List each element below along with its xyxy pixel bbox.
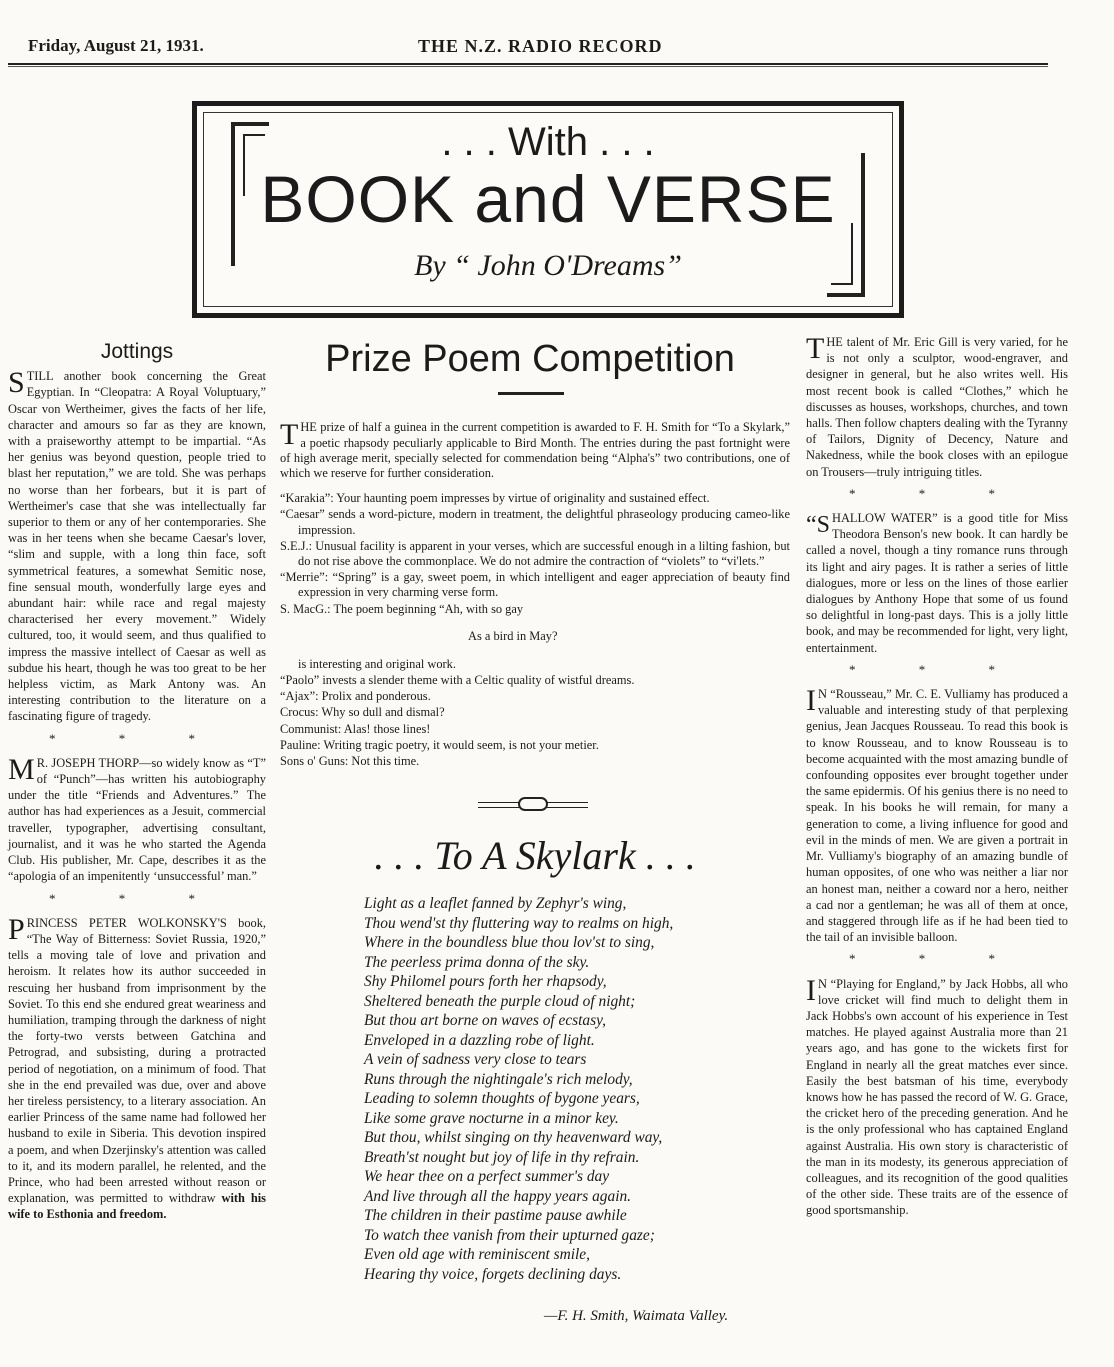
poem-line: Where in the boundless blue thou lov'st to sing, <box>364 934 655 951</box>
poem-line: Even old age with reminiscent smile, <box>364 1246 590 1263</box>
review-paragraph <box>806 686 1068 945</box>
jottings-heading: Jottings <box>100 340 174 363</box>
publication-title: THE N.Z. RADIO RECORD <box>418 36 663 56</box>
critique-item: “Paolo” invests a slender theme with a Celtic quality of wistful dreams. <box>280 673 635 688</box>
prize-heading: Prize Poem Competition <box>325 338 735 380</box>
drop-cap: M <box>8 752 35 786</box>
poem-line: Leading to solemn thoughts of bygone years, <box>364 1090 640 1107</box>
critique-item: Communist: Alas! those lines! <box>280 721 431 736</box>
ornament-knot <box>518 797 548 811</box>
poem-line: The children in their pastime pause awhile <box>364 1207 627 1224</box>
paragraph-text: N “Playing for England,” by Jack Hobbs, all who love cricket will find much to delight them in Jack Hobbs's own account of his experience in Test matches. He played against Australia more than 21 years ago, and has gone to the wickets first for England in nearly all the great matches ever since. Easily the best batsman of his time, everybody knows how he has passed the record of W. G. Grace, the cricket hero of the preceding generation. And he is the only professional who has captained England against Australia. His own story is characteristic of the man in its modesty, its generous appreciation of colleagues, and its recognition of the good qualities of the other side. These traits are of the essence of good sportsmanship. <box>806 976 1068 1218</box>
poem-line: To watch thee vanish from their upturned gaze; <box>364 1226 655 1244</box>
critique-item: Pauline: Writing tragic poetry, it would seem, is not your metier. <box>280 737 599 752</box>
review-paragraph <box>806 510 1068 656</box>
poem-line: The peerless prima donna of the sky. <box>364 953 590 971</box>
heading-rule <box>498 392 564 395</box>
poem-line: Sheltered beneath the purple cloud of night; <box>364 992 636 1010</box>
poem-line: But thou art borne on waves of ecstasy, <box>364 1012 606 1029</box>
jottings-column <box>8 340 266 1229</box>
poem-title: . . . To A Skylark . . . <box>374 833 696 878</box>
critique-item: “Caesar” sends a word-picture, modern in treatment, the delightful phraseology producing cameo-like impression. <box>280 507 790 537</box>
critique-item: S. MacG.: The poem beginning “Ah, with so gay <box>280 601 524 616</box>
section-separator: * * * <box>49 730 225 746</box>
poem-body <box>364 894 764 1284</box>
poem-line: Enveloped in a dazzling robe of light. <box>364 1031 595 1049</box>
poem-line: Runs through the nightingale's rich melody, <box>364 1070 633 1088</box>
paragraph-text: TILL another book concerning the Great Egyptian. In “Cleopatra: A Royal Voluptuary,” Oscar von Wertheimer, gives the facts of her life, character and amours so far as they are known, with a praiseworthy attempt to be impartial. “As her genius was beyond question, people tried to blast her reputation,” we are told. She was perhaps no worse than her forbears, but it is part of Wertheimer's case that she was intellectually far superior to them or any of her contemporaries. She was in her teens when she became Caesar's lover, “slim and supple, with a long thin face, soft symmetrical features, a somewhat Semitic nose, fine sensual mouth, wonderfully large eyes and abundant hair: while race and regal majesty characterised her every movement.” Widely cultured, too, it would seem, and thus qualified to impress the massive intellect of Caesar as well as subdue his heart, though he was too great to be her helpless victim, as Mark Antony was. An interesting contribution to the literature on a fascinating figure of tragedy. <box>8 369 266 724</box>
ornament-divider <box>478 797 588 811</box>
poem-line: A vein of sadness very close to tears <box>364 1051 587 1068</box>
poem-line: Light as a leaflet fanned by Zephyr's wing, <box>364 895 627 912</box>
section-separator: * * * <box>849 661 1025 677</box>
poem-line: Hearing thy voice, forgets declining days. <box>364 1265 622 1283</box>
section-separator: * * * <box>849 951 1025 967</box>
poem-line: And live through all the happy years again. <box>364 1187 632 1205</box>
prize-column <box>280 408 790 770</box>
review-paragraph <box>806 973 1068 1219</box>
poem-line: Shy Philomel pours forth her rhapsody, <box>364 973 607 990</box>
critique-item: “Karakia”: Your haunting poem impresses by virtue of originality and sustained effect. <box>280 491 710 506</box>
poem-line: But thou, whilst singing on thy heavenward way, <box>364 1129 663 1146</box>
poem-line: We hear thee on a perfect summer's day <box>364 1168 610 1185</box>
masthead <box>22 36 1102 60</box>
poem-line: Like some grave nocturne in a minor key. <box>364 1109 619 1127</box>
critique-item: Sons o' Guns: Not this time. <box>280 754 420 769</box>
section-separator: * * * <box>849 485 1025 501</box>
drop-cap: T <box>280 418 299 452</box>
drop-cap: P <box>8 912 25 946</box>
drop-cap: S <box>8 366 25 400</box>
prize-intro <box>280 420 790 481</box>
issue-date: Friday, August 21, 1931. <box>28 36 204 55</box>
critique-item: “Merrie”: “Spring” is a gay, sweet poem, in which intelligent and eager appreciation of beauty find expression in very charming verse form. <box>280 570 790 600</box>
banner-title: BOOK and VERSE <box>260 162 836 236</box>
masthead-rule-thin <box>8 66 1048 67</box>
poem-line: Breath'st nought but joy of life in thy refrain. <box>364 1148 640 1166</box>
critique-item: S.E.J.: Unusual facility is apparent in your verses, which are successful enough in a lilting fashion, but do not rise above the commonplace. We do not admire the contraction of “violets” to “vi'lets.” <box>280 538 790 569</box>
right-column <box>806 334 1068 1225</box>
critique-item: Crocus: Why so dull and dismal? <box>280 705 445 720</box>
paragraph-text: N “Rousseau,” Mr. C. E. Vulliamy has produced a valuable and interesting study of that perplexing genius, Jean Jacques Rousseau. To read this book is to know Rousseau, and to know Rousseau is to become acquainted with the most amazing bundle of confounding opposites ever brought together under the same epidermis. Of his genius there is no need to speak. In his books he will remain, for many a generation to come, a living influence for good and evil in the minds of men. We are given a portrait in Mr. Vulliamy's biography of an amazing bundle of human opposites, of one who was neither a liar nor an honest man, neither a coward nor a hero, neither a cad nor a gentleman; he was all of them at once, and staggered through life as if he had been tied to the tail of an invisible balloon. <box>806 687 1068 945</box>
jottings-paragraph <box>8 368 266 724</box>
jottings-paragraph <box>8 752 266 885</box>
critique-continuation: is interesting and original work. <box>298 656 456 671</box>
critique-item: “Ajax”: Prolix and ponderous. <box>280 689 431 704</box>
banner-byline: By “ John O'Dreams” <box>414 249 682 282</box>
drop-cap: “S <box>806 512 830 539</box>
paragraph-text: HE talent of Mr. Eric Gill is very varied, for he is not only a sculptor, wood-engraver, and designer in general, but he also writes well. His most recent book is called “Clothes,” which he discusses as houses, workshops, churches, and town halls. Then follow chapters dealing with the Tyranny of Tailors, Dignity of Decency, Nature and Nakedness, while the book closes with an epilogue on Trousers—truly intriguing titles. <box>806 335 1068 479</box>
poem-signature: —F. H. Smith, Waimata Valley. <box>544 1308 729 1324</box>
section-separator: * * * <box>49 890 225 906</box>
masthead-rule <box>8 63 1048 65</box>
drop-cap: I <box>806 684 816 718</box>
poem-line: Thou wend'st thy fluttering way to realms on high, <box>364 914 674 932</box>
drop-cap: I <box>806 973 816 1007</box>
paragraph-text-bold: with his wife to Esthonia and freedom. <box>8 1191 266 1222</box>
jottings-paragraph <box>8 912 266 1223</box>
paragraph-text: RINCESS PETER WOLKONSKY'S book, “The Way of Bitterness: Soviet Russia, 1920,” tells a moving tale of love and privation and heroism. It relates how its author succeeded in rescuing her husband from imprisonment by the Soviet. To this end she endured great weariness and humiliation, tramping through the darkness of night the forty-two versts between Gatchina and Petrograd, and subsisting, during a protracted period of negotiation, on a minimum of food. That she in the end prevailed was due, over and above her tireless persistency, to a literary association. An earlier Princess of the same name had followed her husband to exile in Siberia. This devotion inspired a poem, and when Dzerjinsky's attention was called to it, and its modern parallel, he relented, and the Prince, who had been arrested without reason or explanation, was permitted to withdraw <box>8 915 266 1206</box>
drop-cap: T <box>806 332 825 365</box>
section-banner <box>192 101 904 318</box>
review-paragraph <box>806 334 1068 480</box>
paragraph-text: HALLOW WATER” is a good title for Miss Theodora Benson's new book. It can hardly be called a novel, though a tiny romance runs through its light and airy pages. It is rather a series of little dialogues, more or less on the lines of those earlier dialogues by Anthony Hope that some of us found so delightful in long-past days. This is a jolly little book, and may be recommended for light, very light, entertainment. <box>806 511 1068 655</box>
quoted-line: As a bird in May? <box>468 629 558 644</box>
paragraph-text: R. JOSEPH THORP—so widely know as “T” of “Punch”—has written his autobiography under the title “Friends and Adventures.” The author has had experiences as a Jesuit, commercial traveller, typographer, advertising consultant, journalist, and it was he who started the Agenda Club. His publisher, Mr. Cape, describes it as the “apologia of an impenitently ‘unsuccessful’ man.” <box>8 755 266 884</box>
banner-with: . . . With . . . <box>441 120 655 164</box>
paragraph-text: HE prize of half a guinea in the current competition is awarded to F. H. Smith for “To a Skylark,” a poetic rhapsody peculiarly applicable to Bird Month. The entries during the past fortnight were of high average merit, specially selected for commendation being “Alpha's” two contributions, one of which we reserve for further consideration. <box>280 420 790 480</box>
